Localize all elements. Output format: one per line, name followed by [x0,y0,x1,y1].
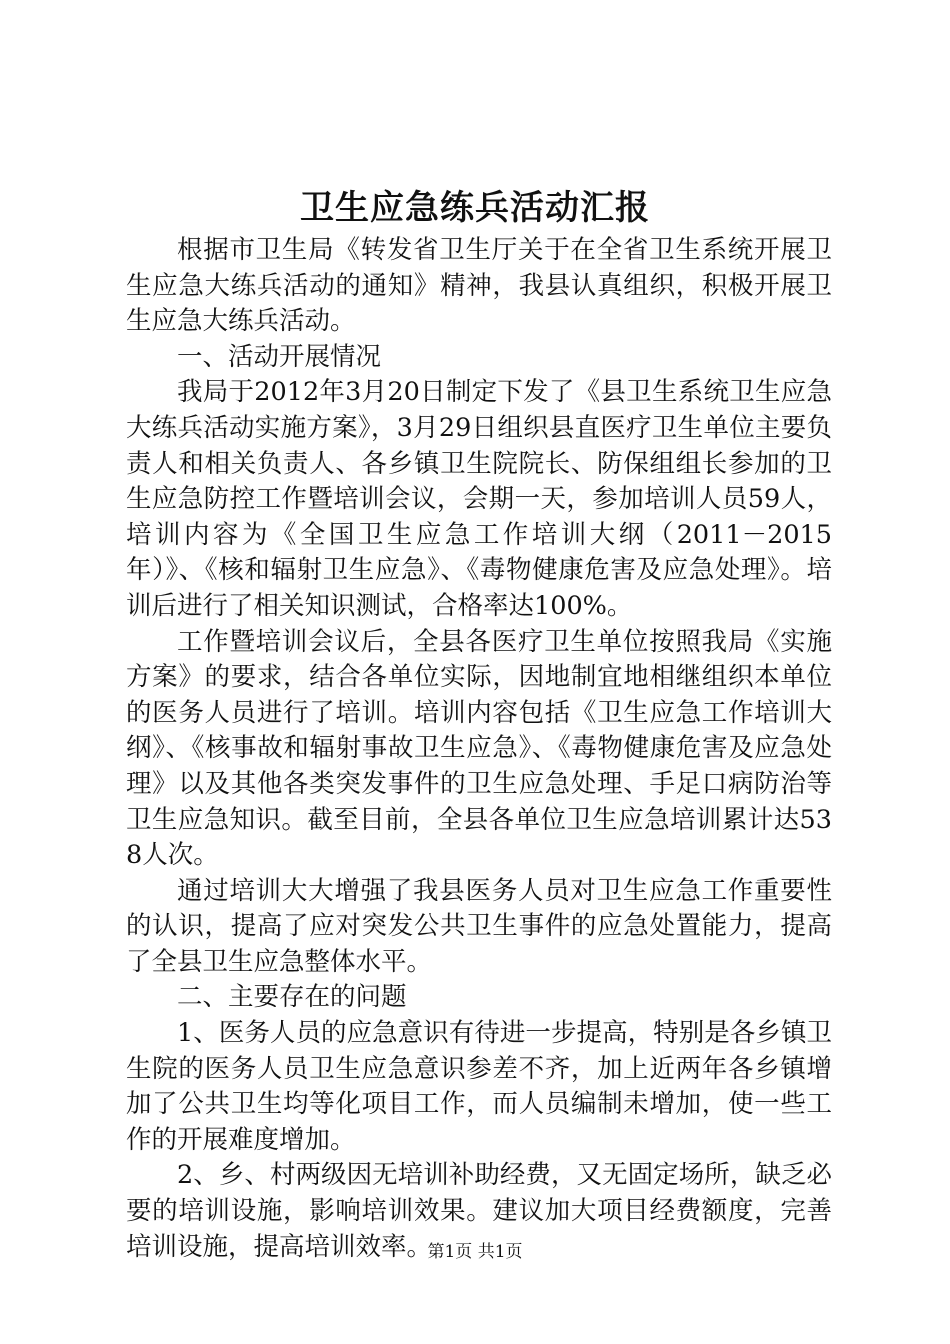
document-title: 卫生应急练兵活动汇报 [300,188,650,228]
document-body [126,233,832,1265]
intro-paragraph: 根据市卫生局《转发省卫生厅关于在全省卫生系统开展卫生应急大练兵活动的通知》精神，我县认真组织，积极开展卫生应急大练兵活动。 [126,235,832,337]
page-number-footer: 第1页 共1页 [427,1242,523,1262]
section-heading-activities: 一、活动开展情况 [177,341,382,372]
problem-item: 1、医务人员的应急意识有待进一步提高，特别是各乡镇卫生院的医务人员卫生应急意识参差不齐，加上近两年各乡镇增加了公共卫生均等化项目工作，而人员编制未增加，使一些工作的开展难度增加。 [126,1018,832,1155]
body-paragraph: 我局于2012年3月20日制定下发了《县卫生系统卫生应急大练兵活动实施方案》，3月29日组织县直医疗卫生单位主要负责人和相关负责人、各乡镇卫生院院长、防保组组长参加的卫生应急防控工作暨培训会议，会期一天，参加培训人员59人，培训内容为《全国卫生应急工作培训大纲（2011－2015年）》、《核和辐射卫生应急》、《毒物健康危害及应急处理》。培训后进行了相关知识测试，合格率达100%。 [126,377,832,621]
body-paragraph: 通过培训大大增强了我县医务人员对卫生应急工作重要性的认识，提高了应对突发公共卫生事件的应急处置能力，提高了全县卫生应急整体水平。 [126,875,832,977]
body-paragraph: 工作暨培训会议后，全县各医疗卫生单位按照我局《实施方案》的要求，结合各单位实际，因地制宜地相继组织本单位的医务人员进行了培训。培训内容包括《卫生应急工作培训大纲》、《核事故和辐射事故卫生应急》、《毒物健康危害及应急处理》以及其他各类突发事件的卫生应急处理、手足口病防治等卫生应急知识。截至目前，全县各单位卫生应急培训累计达538人次。 [126,626,832,871]
problem-item: 2、乡、村两级因无培训补助经费，又无固定场所，缺乏必要的培训设施，影响培训效果。建议加大项目经费额度，完善培训设施，提高培训效率。 [126,1160,832,1262]
section-heading-problems: 二、主要存在的问题 [177,982,407,1013]
